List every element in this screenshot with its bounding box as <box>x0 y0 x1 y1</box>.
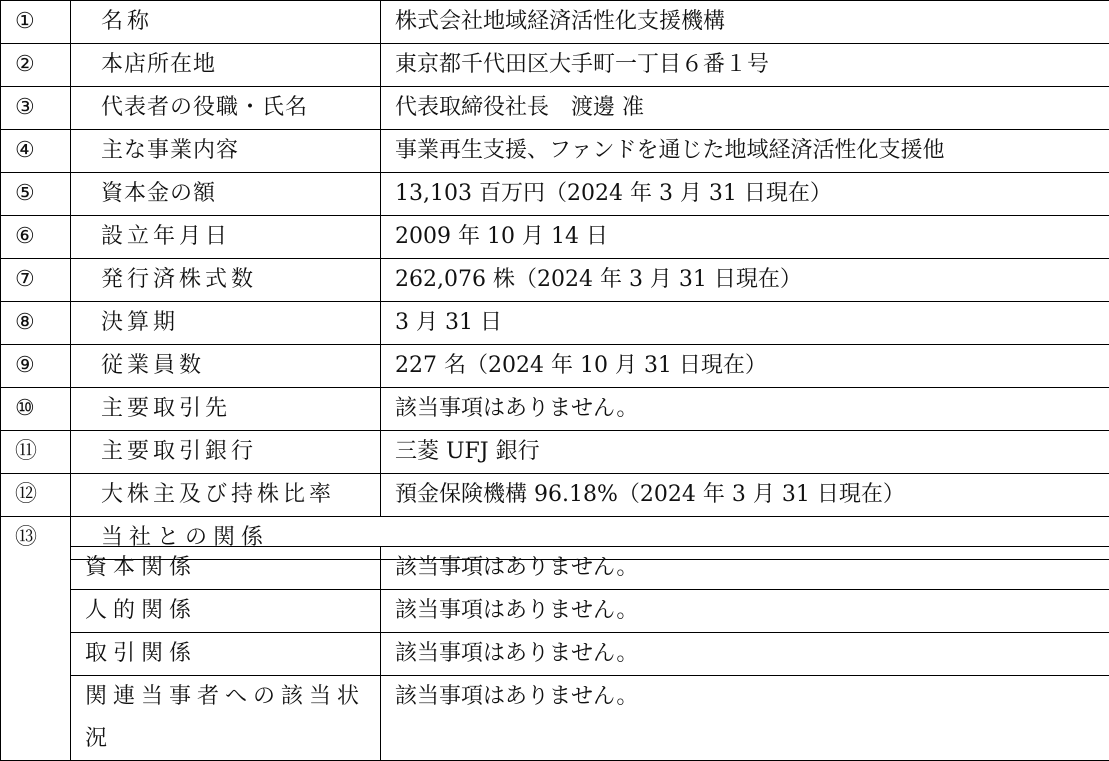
relationship-row <box>1 633 1109 676</box>
relationship-row <box>1 547 1109 590</box>
relationship-row <box>1 676 1109 761</box>
row-value: 該当事項はありません。 <box>381 388 1109 431</box>
table-row <box>1 1 1109 44</box>
row-label: 発行済株式数 <box>71 259 381 302</box>
row-number: ② <box>1 44 71 87</box>
relationship-value: 該当事項はありません。 <box>381 676 1109 761</box>
row-number: ⑦ <box>1 259 71 302</box>
row-label: 主要取引銀行 <box>71 431 381 474</box>
row-label: 本店所在地 <box>71 44 381 87</box>
table-row <box>1 44 1109 87</box>
row-value: 預金保険機構 96.18%（2024 年 3 月 31 日現在） <box>381 474 1109 517</box>
table-row <box>1 388 1109 431</box>
row-number: ⑩ <box>1 388 71 431</box>
row-number: ① <box>1 1 71 44</box>
row-number: ⑨ <box>1 345 71 388</box>
table-row <box>1 130 1109 173</box>
relationship-label: 取引関係 <box>71 633 381 676</box>
row-label: 設立年月日 <box>71 216 381 259</box>
row-number: ⑪ <box>1 431 71 474</box>
relationship-value: 該当事項はありません。 <box>381 547 1109 590</box>
relationship-row <box>1 590 1109 633</box>
table-row <box>1 216 1109 259</box>
indent-cell <box>1 633 71 676</box>
row-value: 227 名（2024 年 10 月 31 日現在） <box>381 345 1109 388</box>
row-value: 262,076 株（2024 年 3 月 31 日現在） <box>381 259 1109 302</box>
table-row <box>1 259 1109 302</box>
row-value: 2009 年 10 月 14 日 <box>381 216 1109 259</box>
row-number: ⑤ <box>1 173 71 216</box>
row-label: 主要取引先 <box>71 388 381 431</box>
table-row <box>1 173 1109 216</box>
row-value: 事業再生支援、ファンドを通じた地域経済活性化支援他 <box>381 130 1109 173</box>
row-number: ⑫ <box>1 474 71 517</box>
indent-cell <box>1 590 71 633</box>
row-label: 大株主及び持株比率 <box>71 474 381 517</box>
relationship-label: 資本関係 <box>71 547 381 590</box>
relationship-label: 人的関係 <box>71 590 381 633</box>
table-row <box>1 87 1109 130</box>
row-value: 3 月 31 日 <box>381 302 1109 345</box>
row-number: ④ <box>1 130 71 173</box>
indent-cell <box>1 547 71 590</box>
row-label: 資本金の額 <box>71 173 381 216</box>
row-value: 東京都千代田区大手町一丁目６番１号 <box>381 44 1109 87</box>
row-label: 主な事業内容 <box>71 130 381 173</box>
row-label: 従業員数 <box>71 345 381 388</box>
row-number: ⑥ <box>1 216 71 259</box>
relationship-subtable <box>0 546 1109 761</box>
row-label: 決算期 <box>71 302 381 345</box>
relationship-label: 関連当事者への該当状況 <box>71 676 381 761</box>
row-value: 三菱 UFJ 銀行 <box>381 431 1109 474</box>
row-number: ⑬ <box>1 517 71 560</box>
row-value: 代表取締役社長 渡邊 准 <box>381 87 1109 130</box>
table-row <box>1 302 1109 345</box>
row-value: 13,103 百万円（2024 年 3 月 31 日現在） <box>381 173 1109 216</box>
row-label: 名称 <box>71 1 381 44</box>
table-row <box>1 431 1109 474</box>
indent-cell <box>1 676 71 761</box>
table-row <box>1 345 1109 388</box>
table-row <box>1 474 1109 517</box>
row-number: ③ <box>1 87 71 130</box>
relationship-value: 該当事項はありません。 <box>381 633 1109 676</box>
relationship-value: 該当事項はありません。 <box>381 590 1109 633</box>
row-label: 代表者の役職・氏名 <box>71 87 381 130</box>
row-value: 株式会社地域経済活性化支援機構 <box>381 1 1109 44</box>
relationship-heading: 当社との関係 <box>71 517 1109 560</box>
row-number: ⑧ <box>1 302 71 345</box>
